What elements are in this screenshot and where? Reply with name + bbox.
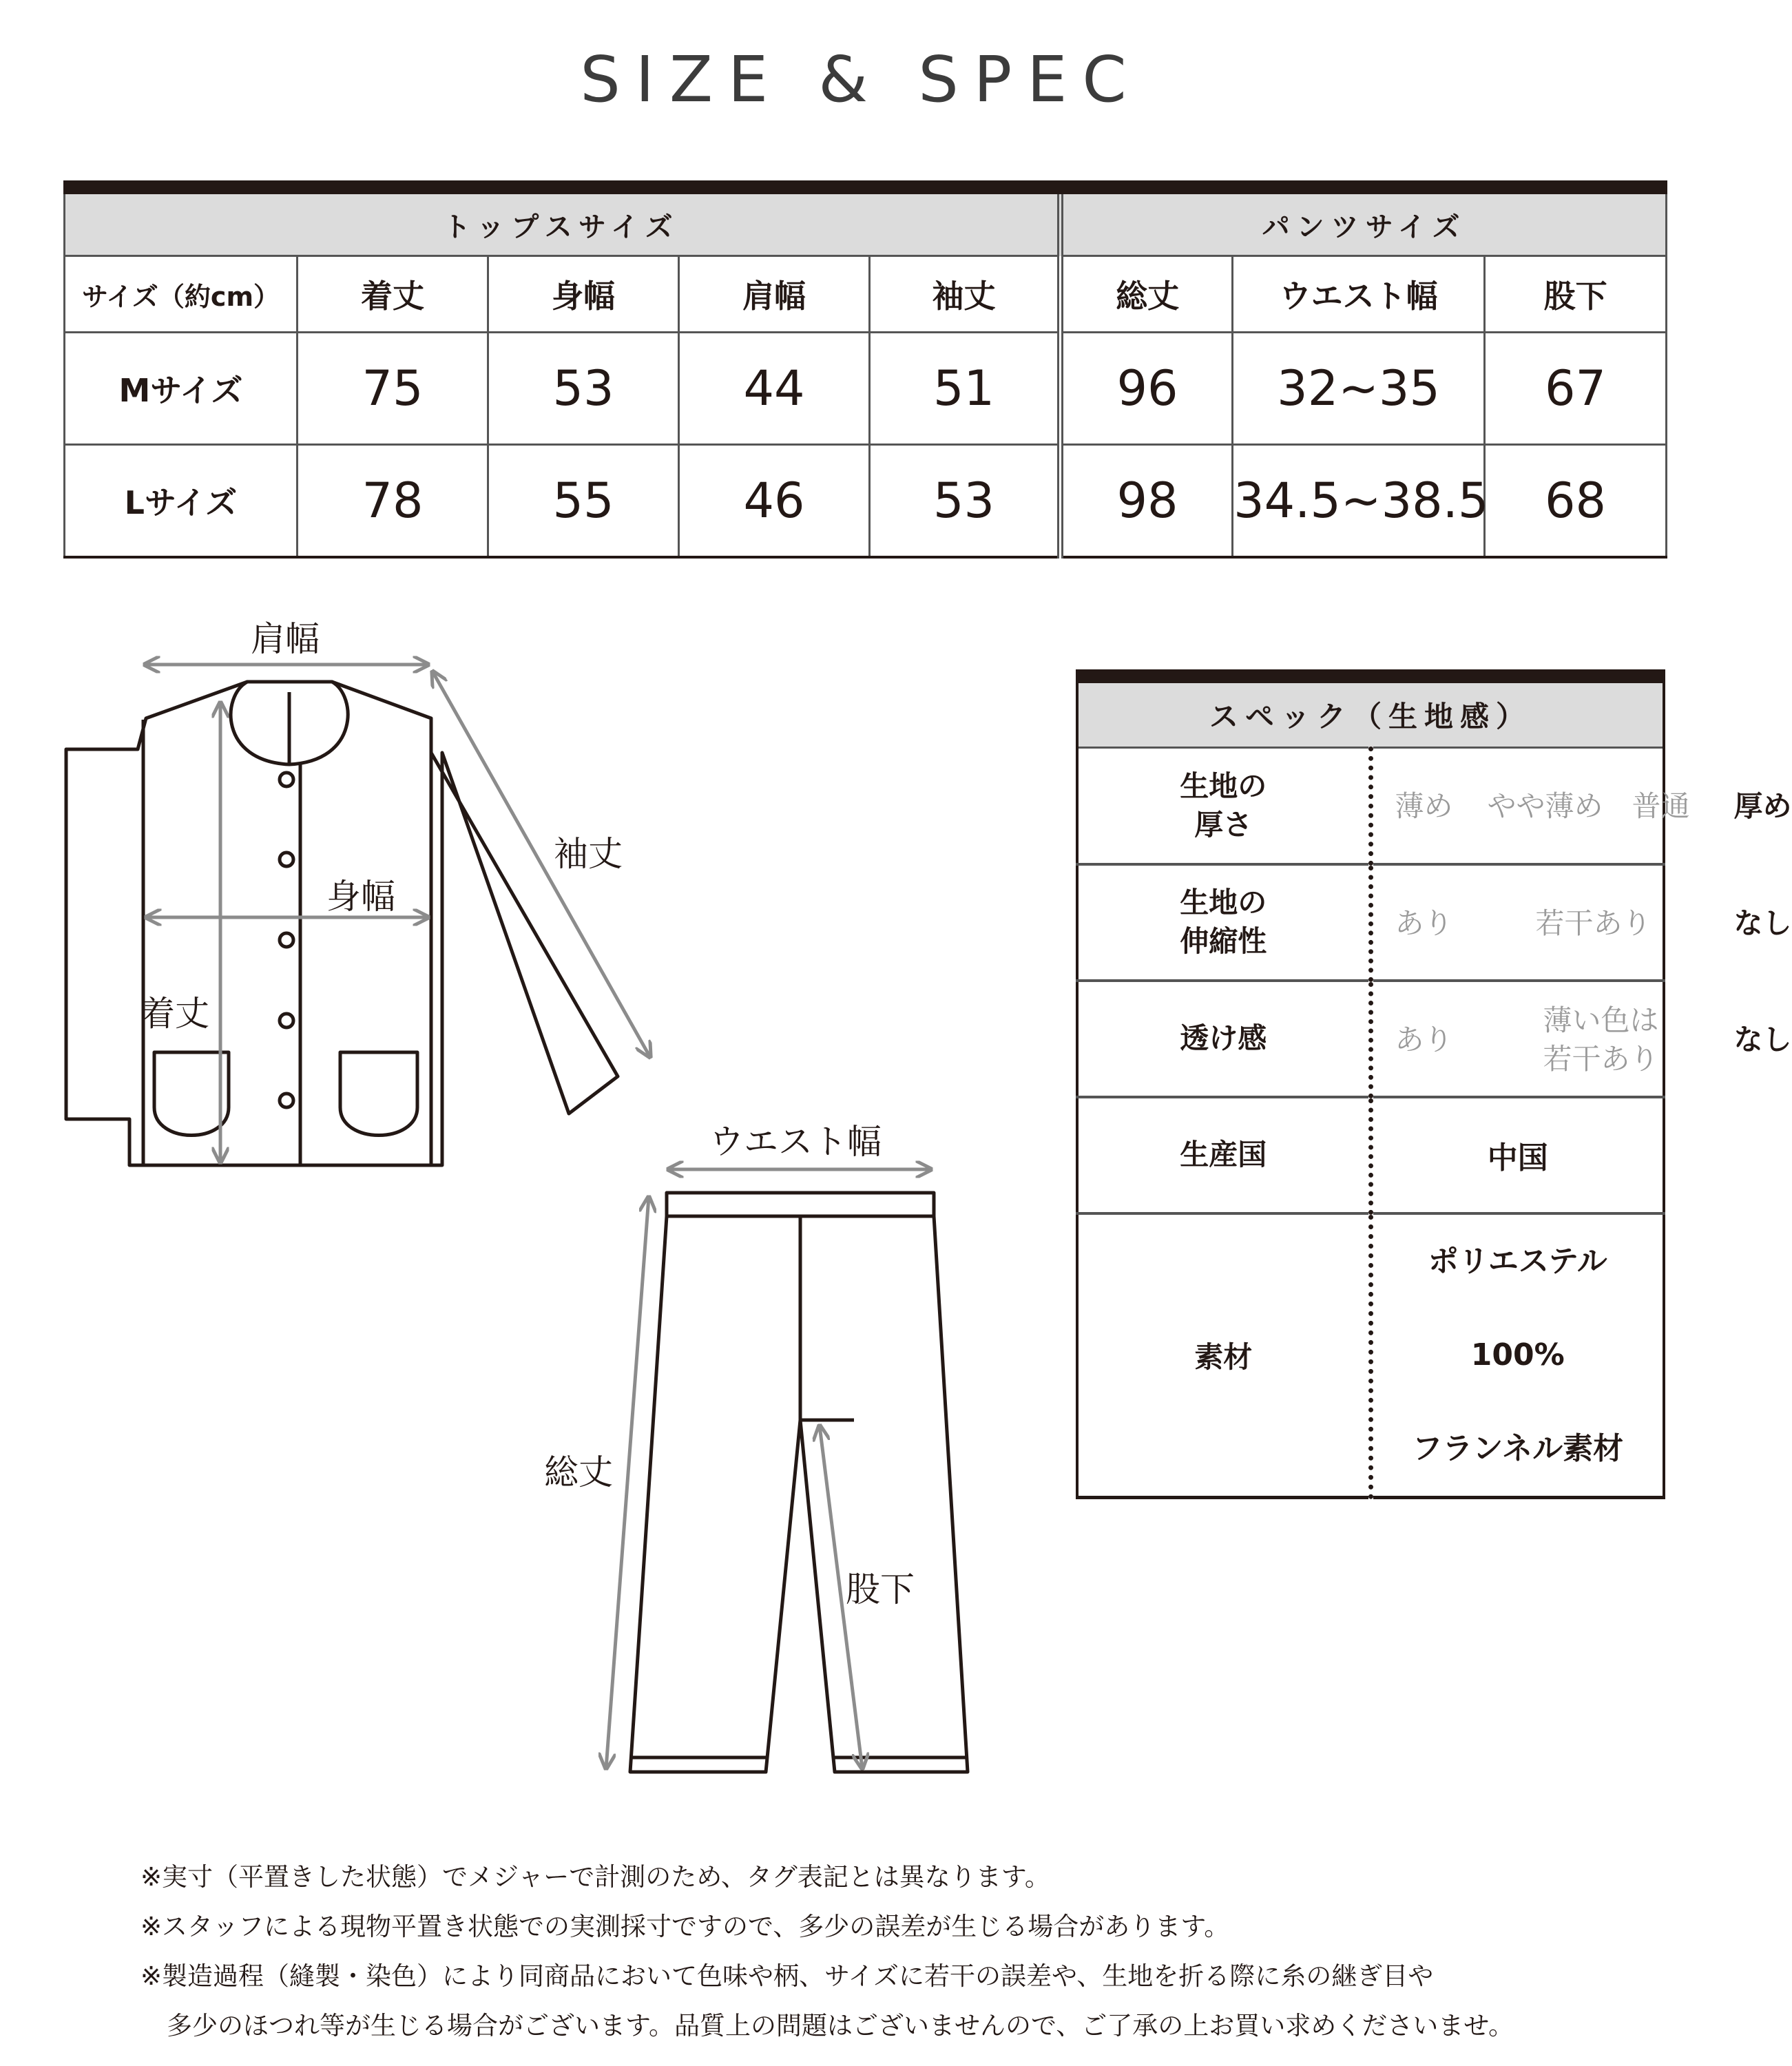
spec-label — [1077, 864, 1371, 981]
table-cell: 51 — [870, 333, 1061, 445]
column-header-body-width: 身幅 — [488, 256, 679, 333]
table-cell: 46 — [679, 445, 870, 558]
spec-label — [1077, 748, 1371, 864]
spec-row-country — [1077, 1097, 1664, 1213]
note-line: ※実寸（平置きした状態）でメジャーで計測のため、タグ表記とは異なります。 — [140, 1862, 1050, 1892]
page-title: SIZE & SPEC — [580, 43, 1142, 116]
label-sleeve: 袖丈 — [554, 834, 623, 874]
table-cell: 98 — [1061, 445, 1233, 558]
column-header-size: サイズ（約cm） — [65, 256, 298, 333]
label-inseam: 股下 — [846, 1569, 915, 1609]
table-cell: Mサイズ — [65, 333, 298, 445]
spec-value — [1371, 864, 1792, 981]
option-slightly: 若干あり — [1535, 906, 1652, 940]
notes — [140, 1853, 1514, 2051]
table-cell: 67 — [1485, 333, 1667, 445]
spec-value — [1371, 748, 1792, 864]
column-header-shoulder: 肩幅 — [679, 256, 870, 333]
spec-label-text: 生地の伸縮性 — [1180, 886, 1267, 958]
material-line: フランネル素材 — [1412, 1430, 1624, 1466]
column-header-total-length: 総丈 — [1061, 256, 1233, 333]
pants-icon — [630, 1193, 968, 1772]
column-header-waist: ウエスト幅 — [1233, 256, 1485, 333]
note-line: ※スタッフによる現物平置き状態での実測採寸ですので、多少の誤差が生じる場合があります。 — [140, 1912, 1230, 1941]
label-body-width: 身幅 — [326, 877, 395, 917]
option-thin: 薄め — [1395, 789, 1453, 823]
option-none-selected: なし — [1733, 1022, 1792, 1056]
shirt-icon — [66, 682, 618, 1165]
table-cell: 55 — [488, 445, 679, 558]
spec-label: 素材 — [1077, 1213, 1371, 1498]
table-cell: 75 — [298, 333, 488, 445]
label-total-length: 総丈 — [544, 1452, 613, 1492]
pants-size-header: パンツサイズ — [1061, 187, 1667, 256]
option-thick-selected: 厚め — [1733, 789, 1792, 823]
table-cell: 78 — [298, 445, 488, 558]
option-none-selected: なし — [1733, 906, 1792, 940]
option-yes: あり — [1395, 906, 1453, 940]
table-cell: 53 — [870, 445, 1061, 558]
spec-label: 透け感 — [1077, 981, 1371, 1097]
spec-row-material — [1077, 1213, 1664, 1498]
table-cell: 53 — [488, 333, 679, 445]
note-line: ※製造過程（縫製・染色）により同商品において色味や柄、サイズに若干の誤差や、生地を折る際に糸の継ぎ目や — [140, 1961, 1434, 1991]
table-cell: Lサイズ — [65, 445, 298, 558]
spec-label-text: 生地の厚さ — [1180, 769, 1267, 842]
option-light-colors-slightly: 薄い色は若干あり — [1543, 1003, 1659, 1076]
spec-row-stretch — [1077, 864, 1664, 981]
label-length: 着丈 — [140, 994, 209, 1034]
table-cell: 68 — [1485, 445, 1667, 558]
option-yes: あり — [1395, 1022, 1453, 1056]
column-header-length: 着丈 — [298, 256, 488, 333]
option-normal: 普通 — [1632, 789, 1690, 823]
spec-header: スペック（生地感） — [1077, 676, 1664, 748]
spec-value-material — [1371, 1213, 1664, 1498]
spec-value-country: 中国 — [1371, 1097, 1664, 1213]
table-cell: 44 — [679, 333, 870, 445]
spec-label: 生産国 — [1077, 1097, 1371, 1213]
spec-row-sheerness — [1077, 981, 1664, 1097]
spec-row-thickness — [1077, 748, 1664, 864]
spec-table — [1076, 669, 1792, 1499]
option-slightly-thin: やや薄め — [1487, 789, 1603, 823]
spec-value — [1371, 981, 1792, 1097]
label-waist: ウエスト幅 — [709, 1122, 882, 1162]
table-cell: 32~35 — [1233, 333, 1485, 445]
material-line: ポリエステル 100% — [1428, 1243, 1638, 1373]
column-header-sleeve: 袖丈 — [870, 256, 1061, 333]
note-line: 多少のほつれ等が生じる場合がございます。品質上の問題はございませんので、ご了承の上お買い求めくださいませ。 — [167, 2011, 1514, 2041]
label-shoulder: 肩幅 — [251, 619, 320, 659]
column-header-inseam: 股下 — [1485, 256, 1667, 333]
table-cell: 34.5~38.5 — [1233, 445, 1485, 558]
tops-size-header: トップスサイズ — [65, 187, 1061, 256]
table-cell: 96 — [1061, 333, 1233, 445]
